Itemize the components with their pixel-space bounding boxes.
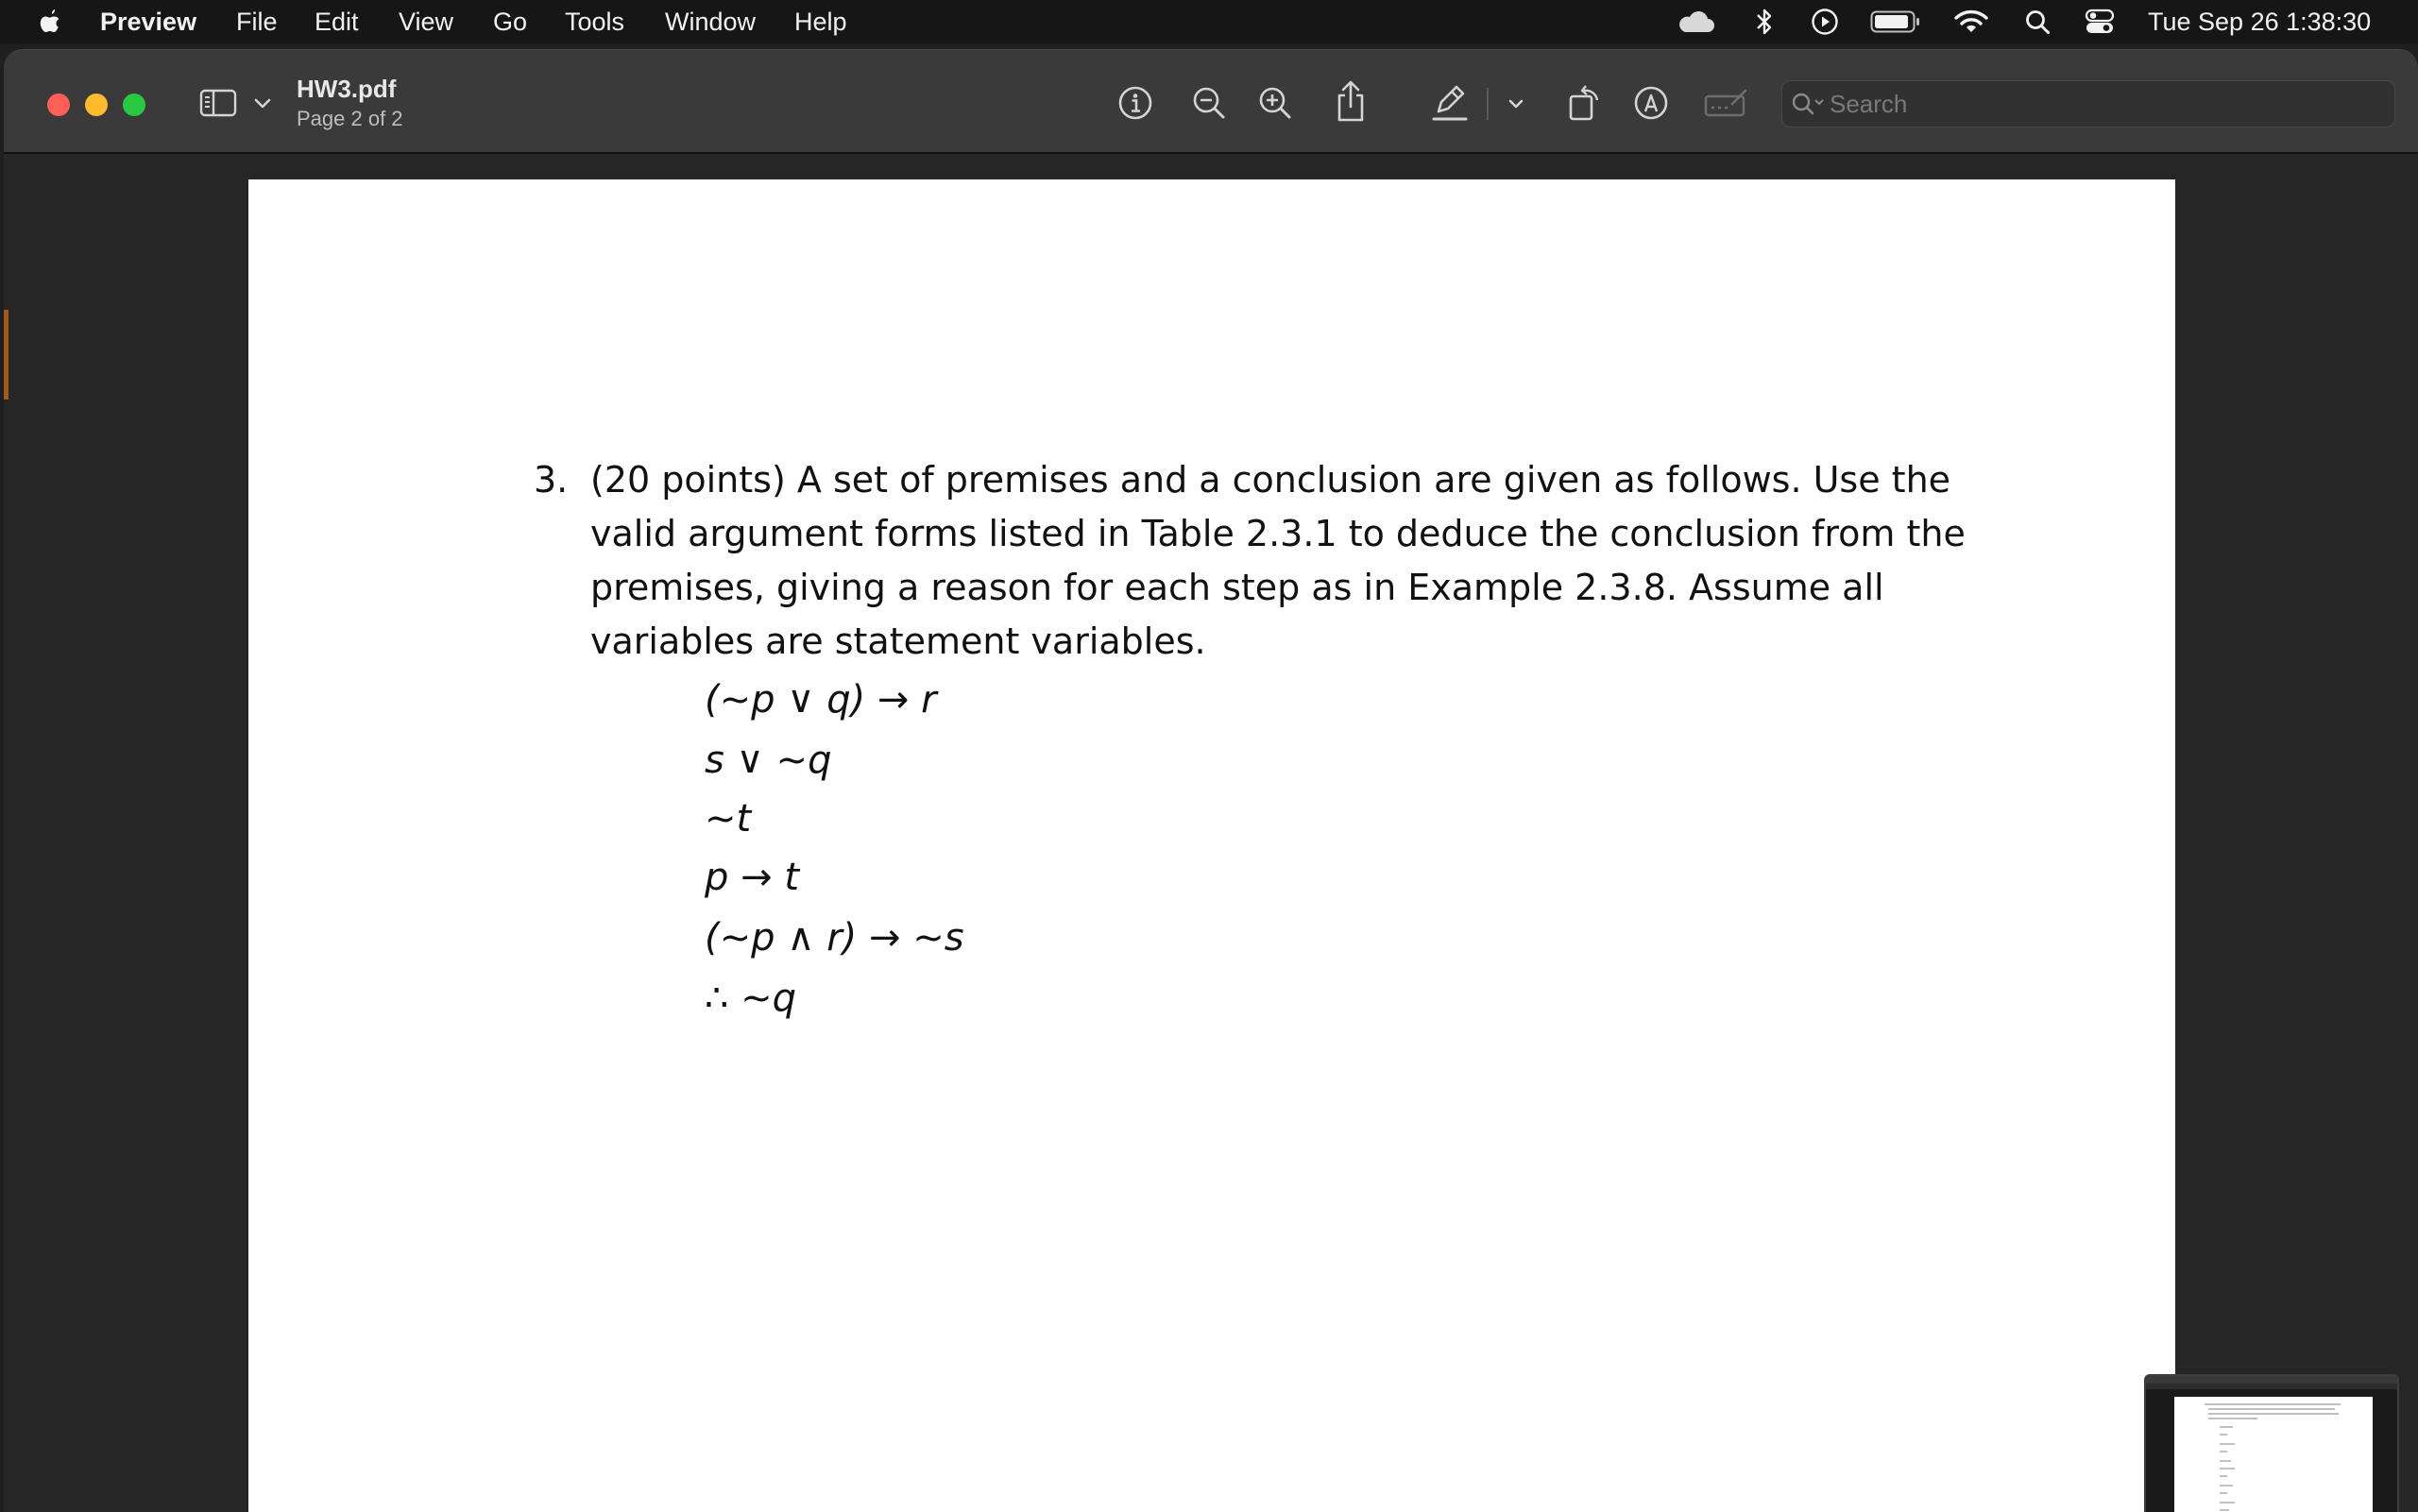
chevron-down-icon[interactable] — [1504, 93, 1528, 114]
control-center-icon[interactable] — [2084, 7, 2116, 37]
search-input[interactable] — [1830, 89, 2377, 119]
menu-view[interactable]: View — [399, 8, 454, 36]
thumbnail-image — [2146, 1376, 2397, 1512]
play-icon[interactable] — [1810, 7, 1840, 37]
pdf-page[interactable] — [248, 179, 2175, 1512]
battery-icon[interactable] — [1870, 7, 1921, 37]
menu-file[interactable]: File — [236, 8, 278, 36]
question-number: 3. — [534, 459, 569, 501]
zoom-out-icon[interactable] — [1190, 84, 1228, 122]
page-indicator: Page 2 of 2 — [297, 107, 403, 130]
document-title: HW3.pdf — [297, 75, 397, 103]
preview-window — [4, 49, 2418, 1512]
menu-window[interactable]: Window — [665, 8, 757, 36]
search-field[interactable] — [1781, 80, 2395, 127]
premise-1: (~p ∨ q) → r — [705, 678, 937, 722]
premise-5: (~p ∧ r) → ~s — [705, 916, 964, 960]
rotate-icon[interactable] — [1566, 82, 1604, 124]
title-bar — [4, 50, 2418, 154]
menu-go[interactable]: Go — [493, 8, 528, 36]
menu-tools[interactable]: Tools — [565, 8, 625, 36]
premise-4: p → t — [705, 856, 800, 899]
bluetooth-icon[interactable] — [1753, 7, 1776, 37]
share-icon[interactable] — [1332, 78, 1370, 124]
menu-bar — [0, 0, 2418, 43]
zoom-in-icon[interactable] — [1256, 84, 1294, 122]
question-text: (20 points) A set of premises and a conclusion are given as follows. Use the valid argument forms listed in Table 2.3.1 to deduce the conclusion from the premises, giving a reason for each step as in Example 2.3.8. Assume all variables are statement variables. — [590, 459, 1966, 662]
info-icon[interactable] — [1116, 84, 1154, 122]
menu-edit[interactable]: Edit — [315, 8, 359, 36]
toolbar-divider — [1487, 88, 1489, 120]
chevron-down-icon[interactable] — [247, 92, 278, 114]
screenshot-thumbnail[interactable] — [2144, 1374, 2399, 1512]
minimize-button[interactable] — [85, 93, 108, 116]
premise-2: s ∨ ~q — [705, 739, 832, 782]
menu-clock[interactable]: Tue Sep 26 1:38:30 — [2148, 8, 2372, 36]
premise-3: ~t — [705, 797, 752, 841]
menu-app-name[interactable]: Preview — [100, 8, 197, 36]
cloud-icon[interactable] — [1675, 7, 1716, 37]
form-fill-icon[interactable] — [1704, 84, 1751, 122]
search-icon[interactable] — [2023, 7, 2052, 37]
close-button[interactable] — [47, 93, 70, 116]
sidebar-icon[interactable] — [196, 86, 240, 120]
highlight-pen-icon[interactable] — [1430, 82, 1470, 124]
apple-icon[interactable] — [36, 7, 64, 37]
search-icon — [1790, 90, 1828, 118]
conclusion: ∴ ~q — [705, 977, 797, 1020]
window-edge-accent — [4, 310, 9, 399]
zoom-button[interactable] — [123, 93, 145, 116]
wifi-icon[interactable] — [1953, 7, 1989, 37]
menu-help[interactable]: Help — [794, 8, 847, 36]
markup-icon[interactable] — [1632, 84, 1670, 122]
